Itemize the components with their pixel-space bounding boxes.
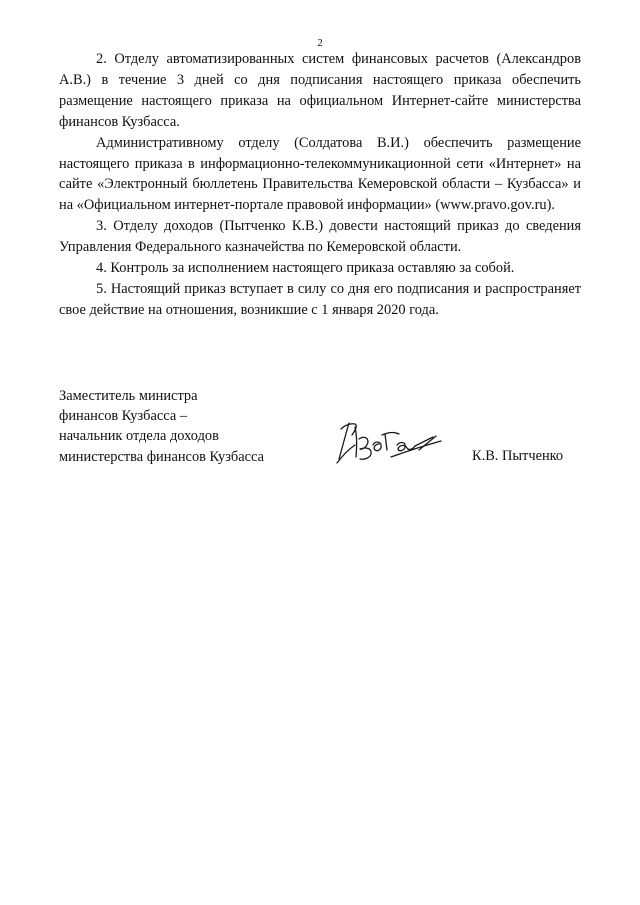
signer-position-line: начальник отдела доходов	[59, 428, 219, 445]
paragraph-item-2: 2. Отделу автоматизированных систем финансовых расчетов (Александров А.В.) в течение 3 дней со дня подписания настоящего приказа обеспечить размещение настоящего приказа на официальном Интернет-сайте министерства финансов Кузбасса.	[59, 51, 581, 130]
paragraph-item-5: 5. Настоящий приказ вступает в силу со дня его подписания и распространяет свое действие на отношения, возникшие с 1 января 2020 года.	[59, 280, 581, 318]
signer-position-line: финансов Кузбасса –	[59, 408, 188, 425]
paragraph-item-3: 3. Отделу доходов (Пытченко К.В.) довести настоящий приказ до сведения Управления Федерального казначейства по Кемеровской области.	[59, 218, 581, 256]
page-number: 2	[317, 37, 323, 49]
paragraph-administrative-department: Административному отделу (Солдатова В.И.) обеспечить размещение настоящего приказа в информационно-телекоммуникационной сети «Интернет» на сайте «Электронный бюллетень Правительства Кемеровской области – Кузбасса» и на «Официальном интернет-портале правовой информации» (www.pravo.gov.ru).	[59, 134, 581, 214]
signer-position-line: Заместитель министра	[59, 388, 198, 404]
paragraph-item-4: 4. Контроль за исполнением настоящего приказа оставляю за собой.	[96, 260, 515, 277]
signer-position-line: министерства финансов Кузбасса	[59, 448, 264, 465]
order-body	[59, 49, 581, 321]
signer-name: К.В. Пытченко	[472, 448, 564, 464]
signer-position	[59, 386, 319, 467]
signature-block	[59, 386, 581, 476]
handwritten-signature-icon	[335, 419, 445, 467]
